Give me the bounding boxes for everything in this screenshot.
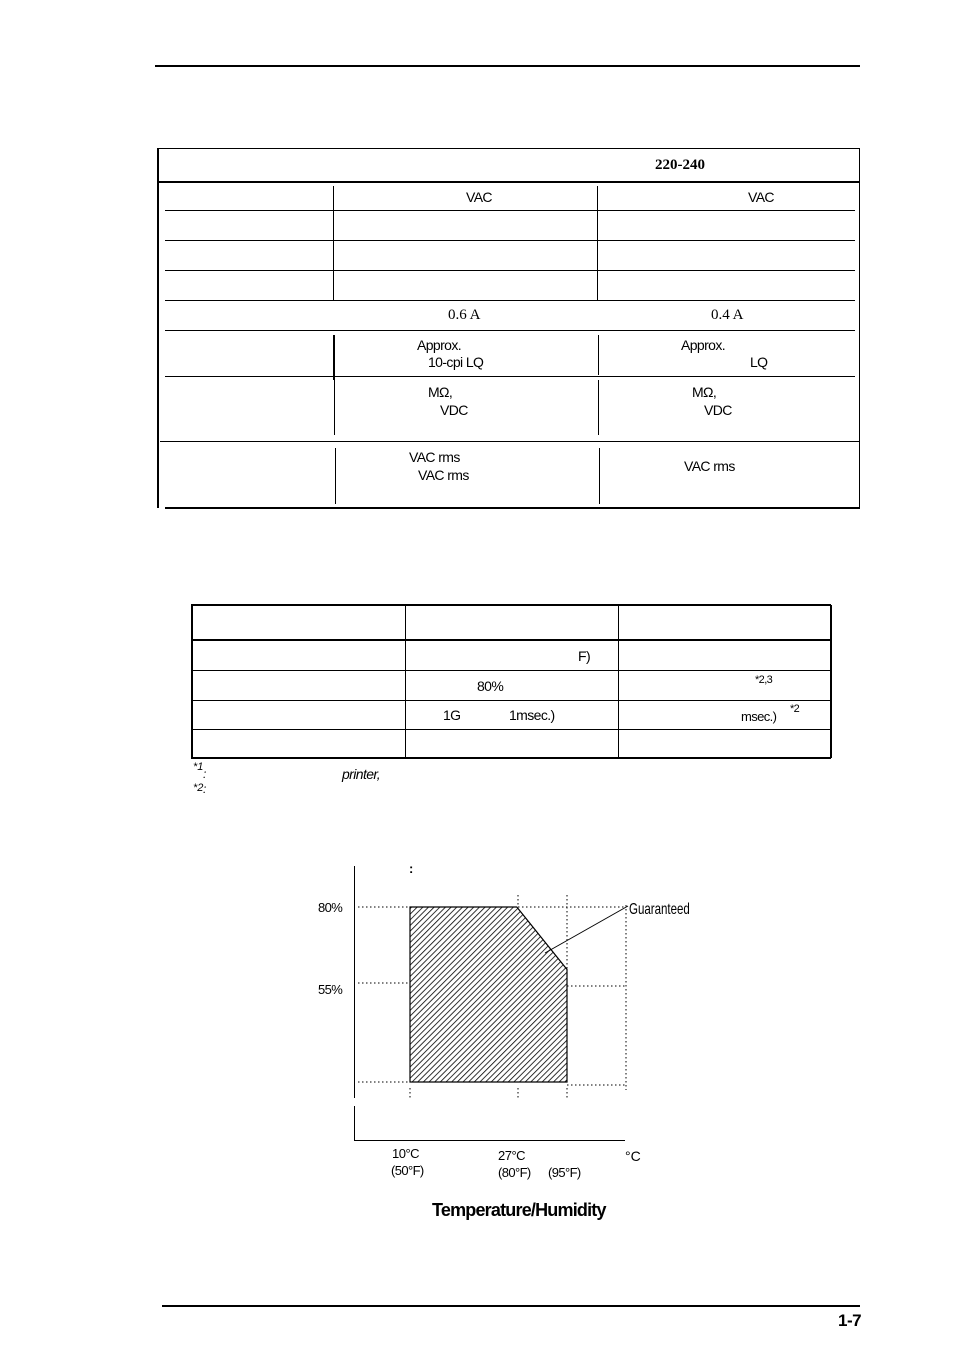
y-axis-colon: :	[409, 861, 414, 876]
chart-title: Temperature/Humidity	[432, 1200, 606, 1220]
x-tick-27c: 27°C	[498, 1148, 526, 1163]
y-tick-55: 55%	[318, 982, 343, 997]
voltage-col2: VAC	[748, 189, 774, 205]
dielectric-col2-line1: VAC rms	[684, 458, 735, 474]
humidity-col2-note: *2,3	[755, 674, 773, 686]
footnote1-sep: :	[203, 767, 207, 781]
shock-col2-note: *2	[790, 703, 800, 715]
footnote2-sep: :	[203, 782, 207, 796]
humidity-col1: 80%	[477, 678, 504, 694]
x-axis-unit: °C	[625, 1148, 641, 1164]
insulation-col1-line2: VDC	[440, 402, 468, 418]
insulation-col2-line2: VDC	[704, 402, 732, 418]
temp-col1: F)	[578, 648, 591, 664]
shock-col2-a: msec.)	[741, 709, 777, 724]
dielectric-col1-line2: VAC rms	[418, 467, 469, 483]
guaranteed-region	[410, 907, 567, 1082]
current-col2: 0.4 A	[711, 307, 744, 323]
insulation-col1-line1: MΩ,	[428, 384, 453, 400]
footnote1-text: printer,	[342, 766, 380, 782]
footnote1-mark: *1	[193, 761, 204, 773]
power-col1-line2: 10-cpi LQ	[428, 354, 484, 370]
power-col1-line1: Approx.	[417, 337, 462, 353]
page-number: 1-7	[838, 1311, 862, 1330]
x-tick-50f: (50°F)	[391, 1163, 424, 1178]
voltage-col1: VAC	[466, 189, 492, 205]
x-tick-10c: 10°C	[392, 1146, 420, 1161]
insulation-col2-line1: MΩ,	[692, 384, 717, 400]
x-tick-95f: (95°F)	[548, 1165, 581, 1180]
x-tick-80f: (80°F)	[498, 1165, 531, 1180]
current-col1: 0.6 A	[448, 307, 481, 323]
power-col2-line1: Approx.	[681, 337, 726, 353]
y-tick-80: 80%	[318, 900, 343, 915]
guaranteed-label: Guaranteed	[629, 899, 690, 918]
power-col2-line2: LQ	[750, 354, 768, 370]
guaranteed-leader	[545, 906, 628, 953]
header-voltage: 220-240	[655, 157, 705, 173]
footnote2-mark: *2	[193, 782, 204, 794]
bottom-rule	[162, 1305, 860, 1307]
dielectric-col1-line1: VAC rms	[409, 449, 460, 465]
shock-col1-b: 1msec.)	[509, 707, 555, 723]
shock-col1-a: 1G	[443, 707, 461, 723]
